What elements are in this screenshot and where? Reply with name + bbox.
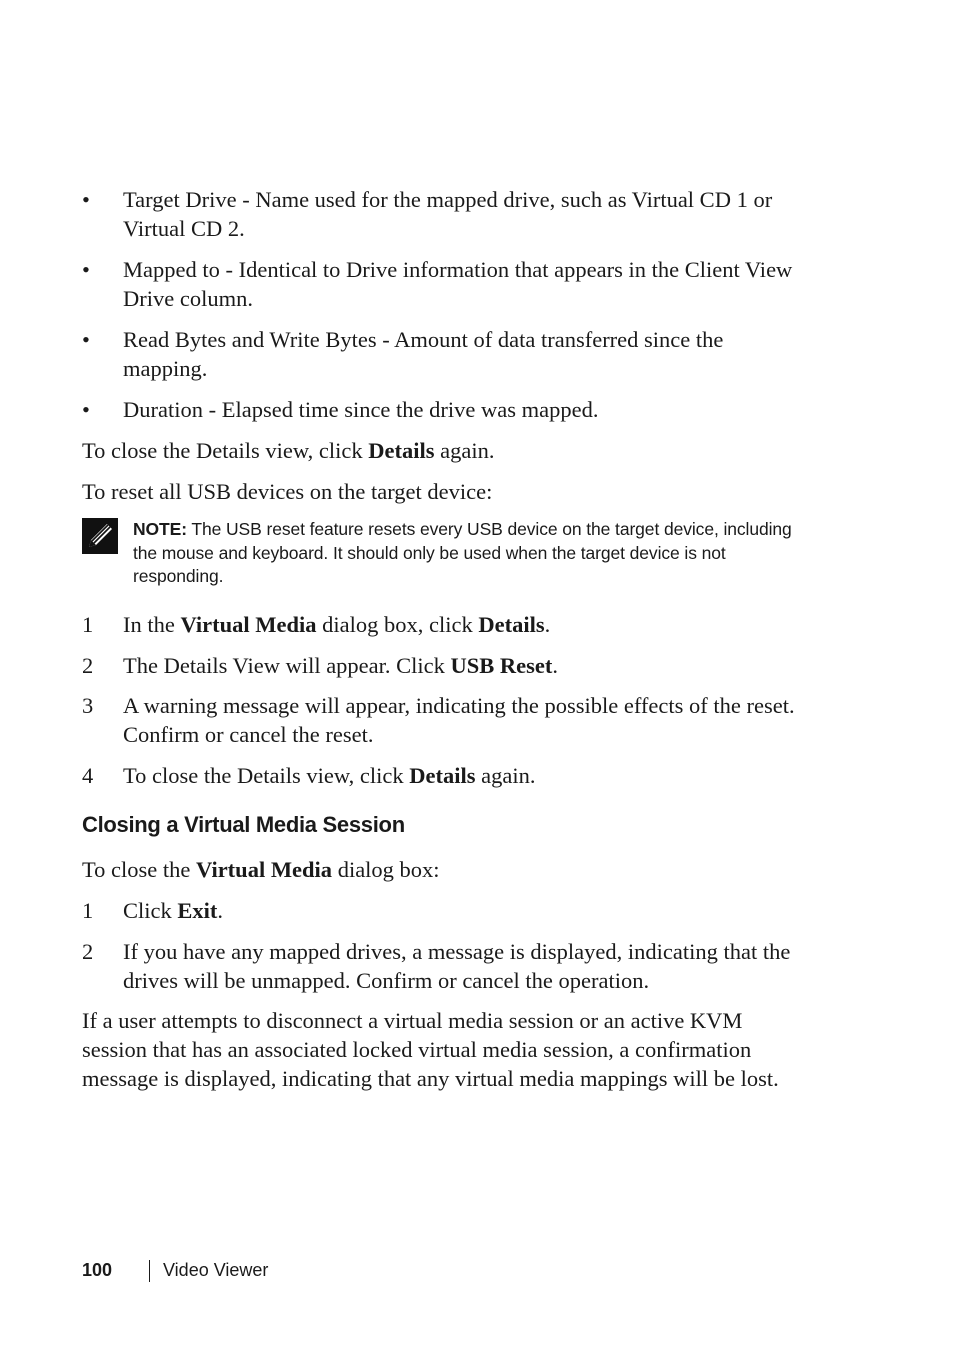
text-run: dialog box: [332, 857, 440, 882]
bold-term: Virtual Media [180, 612, 317, 637]
reset-step-2 [82, 651, 852, 680]
reset-step-3 [82, 691, 852, 749]
bullet-text [123, 395, 852, 424]
footer-section-name: Video Viewer [163, 1260, 269, 1280]
text-line: session that has an associated locked virtual media session, a confirmation [82, 1037, 752, 1062]
reset-step-4 [82, 761, 852, 790]
bullet-text-line: mapping. [123, 356, 208, 381]
bullet-text-line: Read Bytes and Write Bytes - Amount of data transferred since the [123, 327, 724, 352]
reset-intro-paragraph [82, 477, 852, 506]
text-line: message is displayed, indicating that any virtual media mappings will be lost. [82, 1066, 779, 1091]
step-text [123, 691, 852, 749]
bullet-marker: • [82, 397, 90, 422]
bullet-text-line: Drive column. [123, 286, 253, 311]
bullet-text [123, 255, 852, 313]
note-line: responding. [133, 566, 224, 586]
text-run: dialog box, click [316, 612, 479, 637]
text-run: drives will be unmapped. Confirm or cancel the operation. [123, 968, 650, 993]
bold-term: Exit [177, 898, 218, 923]
step-text [123, 651, 852, 680]
text-line: If a user attempts to disconnect a virtual media session or an active KVM [82, 1008, 743, 1033]
bold-term: Details [368, 438, 435, 463]
final-paragraph [82, 1006, 852, 1093]
bullet-text [123, 325, 852, 383]
text-run: again. [434, 438, 495, 463]
bullet-marker: • [82, 257, 90, 282]
step-text [123, 610, 852, 639]
text-run: Click [123, 898, 178, 923]
close-step-1 [82, 896, 852, 925]
step-number: 4 [82, 763, 94, 788]
bold-term: Virtual Media [196, 857, 333, 882]
close-step-2 [82, 937, 852, 995]
paragraph-text [82, 855, 852, 884]
note-line: the mouse and keyboard. It should only be used when the target device is not [133, 542, 726, 563]
note-label: NOTE: [133, 519, 187, 539]
section-heading: Closing a Virtual Media Session [82, 812, 405, 837]
bullet-item-target-drive [82, 185, 852, 243]
step-text [123, 937, 852, 995]
text-run: . [552, 653, 559, 678]
footer-divider [149, 1260, 150, 1282]
paragraph-text [82, 1006, 852, 1093]
step-text [123, 761, 852, 790]
text-run: To close the Details view, click [82, 438, 369, 463]
step-number: 1 [82, 612, 94, 637]
text-run: Confirm or cancel the reset. [123, 722, 374, 747]
step-number: 2 [82, 653, 94, 678]
text-run: . [544, 612, 551, 637]
step-number: 1 [82, 898, 94, 923]
reset-step-1 [82, 610, 852, 639]
text-run: To close the [82, 857, 197, 882]
step-number: 2 [82, 939, 94, 964]
bullet-item-read-write-bytes [82, 325, 852, 383]
text-run: If you have any mapped drives, a message is displayed, indicating that the [123, 939, 791, 964]
bold-term: USB Reset [450, 653, 553, 678]
bullet-text-line: Virtual CD 2. [123, 216, 245, 241]
bullet-item-mapped-to [82, 255, 852, 313]
step-text [123, 896, 852, 925]
text-run: A warning message will appear, indicating the possible effects of the reset. [123, 693, 795, 718]
note-text [133, 518, 852, 589]
paragraph-text [82, 436, 852, 465]
close-intro-paragraph [82, 855, 852, 884]
note-line: The USB reset feature resets every USB device on the target device, including [186, 519, 792, 539]
text-run: The Details View will appear. Click [123, 653, 451, 678]
bullet-text-line: Mapped to - Identical to Drive information that appears in the Client View [123, 257, 793, 282]
note-box [82, 518, 852, 589]
bold-term: Details [409, 763, 476, 788]
bullet-marker: • [82, 187, 90, 212]
text-run: again. [475, 763, 536, 788]
bullet-item-duration [82, 395, 852, 424]
bullet-text-line: Duration - Elapsed time since the drive was mapped. [123, 397, 599, 422]
page-number: 100 [82, 1260, 113, 1280]
bullet-marker: • [82, 327, 90, 352]
bullet-text-line: Target Drive - Name used for the mapped drive, such as Virtual CD 1 or [123, 187, 773, 212]
step-number: 3 [82, 693, 94, 718]
paragraph-text: To reset all USB devices on the target device: [82, 479, 493, 504]
bullet-text [123, 185, 852, 243]
text-run: In the [123, 612, 181, 637]
text-run: . [217, 898, 224, 923]
close-details-paragraph [82, 436, 852, 465]
pencil-note-icon [82, 518, 118, 554]
bold-term: Details [478, 612, 545, 637]
text-run: To close the Details view, click [123, 763, 410, 788]
